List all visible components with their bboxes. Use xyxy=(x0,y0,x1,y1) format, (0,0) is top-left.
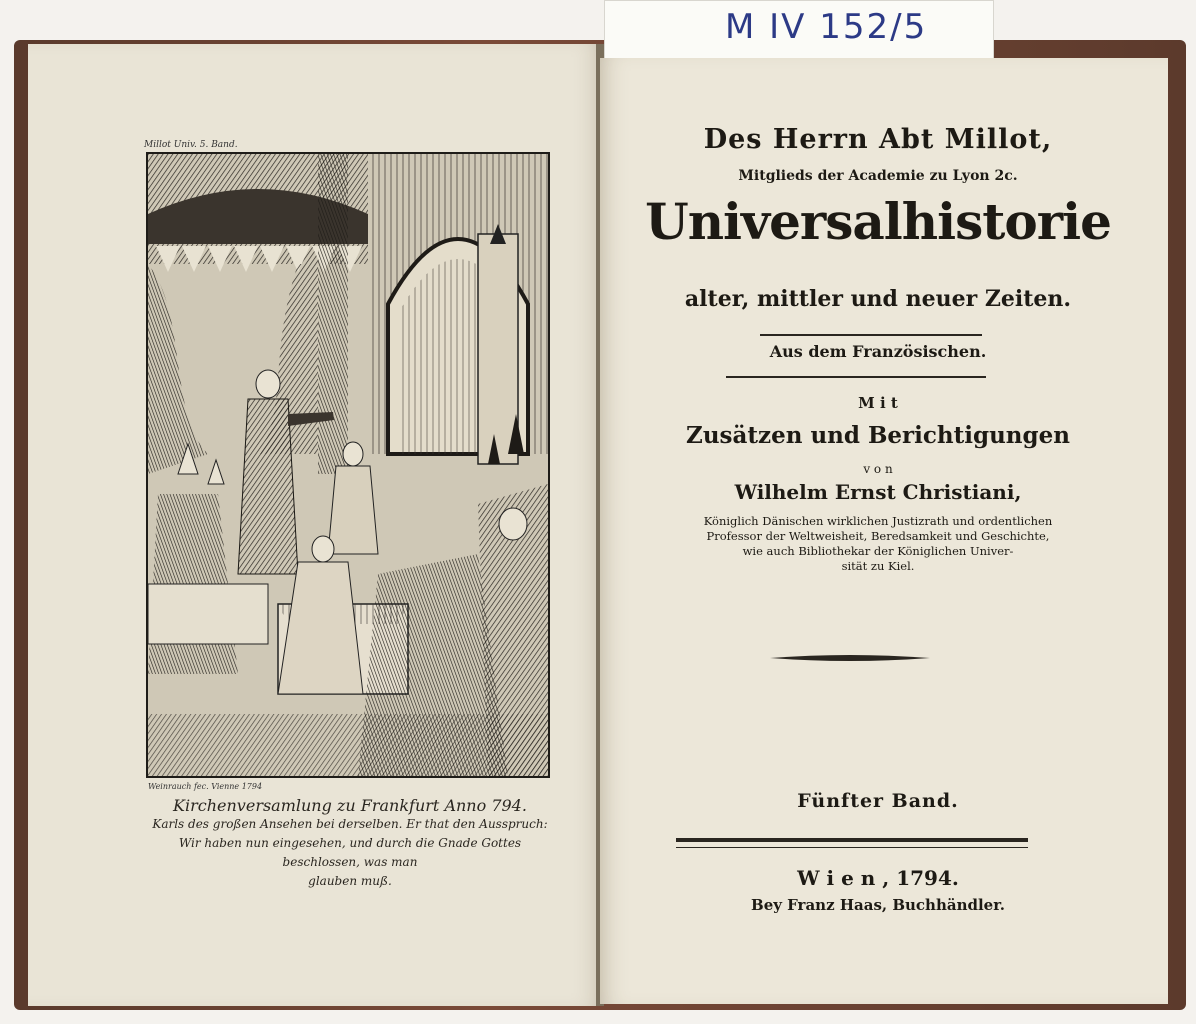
editor-title-line-1: Königlich Dänischen wirklichen Justizrath und ordentlichen xyxy=(703,514,1053,528)
von-line: v o n xyxy=(863,462,893,476)
place-date-line: W i e n , 1794. xyxy=(797,866,959,890)
ornament-divider xyxy=(770,654,930,662)
caption-line-3: Wir haben nun eingesehen, und durch die Gnade Gottes beschlossen, was man xyxy=(178,836,522,869)
author-line: Des Herrn Abt Millot, xyxy=(703,124,1053,155)
engraving-illustration xyxy=(148,154,548,776)
main-title: Universalhistorie xyxy=(645,192,1111,251)
volume-line: Fünfter Band. xyxy=(797,790,959,812)
rule-above-imprint-thick xyxy=(676,838,1028,842)
caption-line-1: Kirchenversamlung zu Frankfurt Anno 794. xyxy=(173,796,527,815)
additions-line: Zusätzen und Berichtigungen xyxy=(686,422,1070,449)
caption-line-4: glauben muß. xyxy=(308,874,392,888)
mit-line: M i t xyxy=(858,394,898,412)
engraver-signature: Weinrauch fec. Vienne 1794 xyxy=(148,782,263,791)
rule-under-translation xyxy=(726,376,986,378)
shelfmark-label xyxy=(604,0,994,60)
academy-line: Mitglieds der Academie zu Lyon 2c. xyxy=(738,168,1018,184)
frontispiece-caption xyxy=(146,796,554,891)
editor-title-line-4: sität zu Kiel. xyxy=(841,559,915,573)
frontispiece-engraving xyxy=(146,152,550,778)
shelfmark-text: M IV 152/5 xyxy=(725,7,928,47)
rule-under-subtitle xyxy=(760,334,982,336)
editor-name: Wilhelm Ernst Christiani, xyxy=(734,480,1022,504)
plate-label: Millot Univ. 5. Band. xyxy=(144,140,238,150)
editor-title-line-2: Professor der Weltweisheit, Beredsamkeit und Geschichte, xyxy=(706,529,1050,543)
publisher-line: Bey Franz Haas, Buchhändler. xyxy=(751,896,1005,914)
editor-titles xyxy=(608,514,1148,574)
caption-line-2: Karls des großen Ansehen bei derselben. Er that den Ausspruch: xyxy=(152,817,548,831)
translation-note: Aus dem Französischen. xyxy=(769,342,987,361)
rule-above-imprint-thin xyxy=(676,847,1028,848)
subtitle: alter, mittler und neuer Zeiten. xyxy=(684,286,1072,312)
editor-title-line-3: wie auch Bibliothekar der Königlichen Univer- xyxy=(742,544,1014,558)
